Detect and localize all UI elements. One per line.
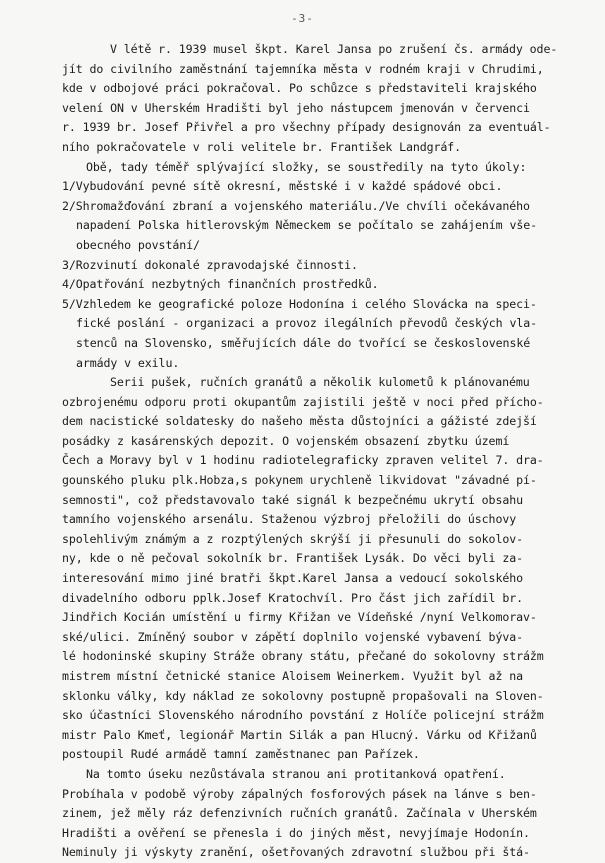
text-line: mistrem místní četnické stanice Aloisem Weinerkem. Využit byl až na: [62, 669, 523, 683]
text-line: mistr Palo Kmeť, legionář Martin Silák a pan Hlucný. Várku od Křižanů: [62, 727, 537, 742]
text-line: 5/Vzhledem ke geografické poloze Hodonína i celého Slovácka na speci-: [62, 296, 537, 311]
text-line: tamního vojenského arsenálu. Staženou výzbroj přeložili do úschovy: [62, 512, 517, 527]
text-line: ské/ulici. Zmíněný soubor v zápětí doplnilo vojenské vybavení býva-: [62, 629, 523, 644]
text-line: ozbrojenému odporu proti okupantům zajistili ještě v noci před přícho-: [62, 394, 544, 409]
text-line: 2/Shromažďování zbraní a vojenského materiálu./Ve chvíli očekávaného: [62, 198, 530, 213]
text-line: postoupil Rudé armádě tamní zaměstnanec pan Pařízek.: [62, 747, 420, 762]
text-line: interesování mimo jiné bratři škpt.Karel Jansa a vedoucí sokolského: [62, 571, 523, 586]
text-line: gounského pluku plk.Hobza,s pokynem urychleně likvidovat "závadné pí-: [62, 473, 537, 488]
text-line: dem nacistické soldatesky do našeho města důstojníci a gážisté zdejší: [62, 414, 537, 429]
text-line: Obě, tady téměř splývající složky, se soustředily na tyto úkoly:: [86, 159, 527, 174]
text-line: Probíhala v podobě výroby zápalných fosforových pásek na lánve s ben-: [62, 786, 537, 801]
text-line: napadení Polska hitlerovským Německem se počítalo se zahájením vše-: [76, 218, 537, 233]
text-line: lé hodoninské skupiny Stráže obrany státu, přečané do sokolovny strážm: [62, 649, 544, 664]
text-line: Jindřich Kocián umístění u firmy Křižan ve Vídeňské /nyní Velkomorav-: [62, 610, 537, 625]
text-line: 1/Vybudování pevné sítě okresní, městské i v každé spádové obci.: [62, 179, 503, 194]
text-line: sklonku války, kdy náklad ze sokolovny postupně propašovali na Sloven-: [62, 688, 544, 703]
text-line: posádky z kasárenských depozit. O vojenském obsazení zbytku území: [62, 433, 510, 448]
text-line: velení ON v Uherském Hradišti byl jeho nástupcem jmenován v červenci: [62, 100, 530, 115]
text-line: Čech a Moravy byl v 1 hodinu radiotelegraficky zpraven velitel 7. dra-: [62, 453, 544, 468]
text-line: sko účastníci Slovenského národního povstání z Holíče policejní strážm: [62, 708, 544, 723]
text-line: semnosti", což představovalo také signál k bezpečnému ukrytí obsahu: [62, 492, 523, 507]
text-line: r. 1939 br. Josef Přivřel a pro všechny případy designován za eventuál-: [62, 120, 551, 135]
text-line: divadelního odboru pplk.Josef Kratochvíl. Pro část jich zařídil br.: [62, 590, 523, 605]
text-line: 3/Rozvinutí dokonalé zpravodajské činnosti.: [62, 257, 358, 272]
text-line: jít do civilního zaměstnání tajemníka města v rodném kraji v Chrudimi,: [62, 61, 544, 76]
text-line: V létě r. 1939 musel škpt. Karel Jansa po zrušení čs. armády ode-: [110, 42, 558, 56]
text-line: Na tomto úseku nezůstávala stranou ani protitanková opatření.: [86, 766, 506, 781]
text-line: Hradišti a ověření se přenesla i do jiných měst, nevyjímaje Hodonín.: [62, 825, 530, 840]
text-line: fické poslání - organizaci a provoz ilegálních převodů českých vla-: [76, 316, 537, 331]
text-line: spolehlivým známým a z rozptýlených skrýší ji přesunuli do sokolov-: [62, 531, 523, 546]
text-line: zinem, jež měly ráz defenzivních ručních granátů. Začínala v Uherském: [62, 806, 537, 821]
text-line: kde v odbojové práci pokračoval. Po schůzce s představiteli krajského: [62, 81, 537, 96]
text-line: Neminuly ji výskyty zranění, ošetřovaných zdravotní službou při štá-: [62, 845, 530, 860]
page-number: -3-: [291, 12, 314, 25]
text-line: ny, kde o ně pečoval sokolník br. František Lysák. Do věci byli za-: [62, 551, 523, 566]
text-line: 4/Opatřování nezbytných finančních prostředků.: [62, 277, 379, 292]
text-line: Serii pušek, ručních granátů a několik kulometů k plánovanému: [110, 375, 530, 390]
text-line: stenců na Slovensko, směřujících dále do tvořící se československé: [76, 335, 531, 350]
text-line: armády v exilu.: [76, 355, 180, 370]
document-body: [62, 40, 590, 863]
text-line: obecného povstání/: [76, 237, 200, 252]
text-line: ního pokračovatele v roli velitele br. František Landgráf.: [62, 139, 462, 154]
